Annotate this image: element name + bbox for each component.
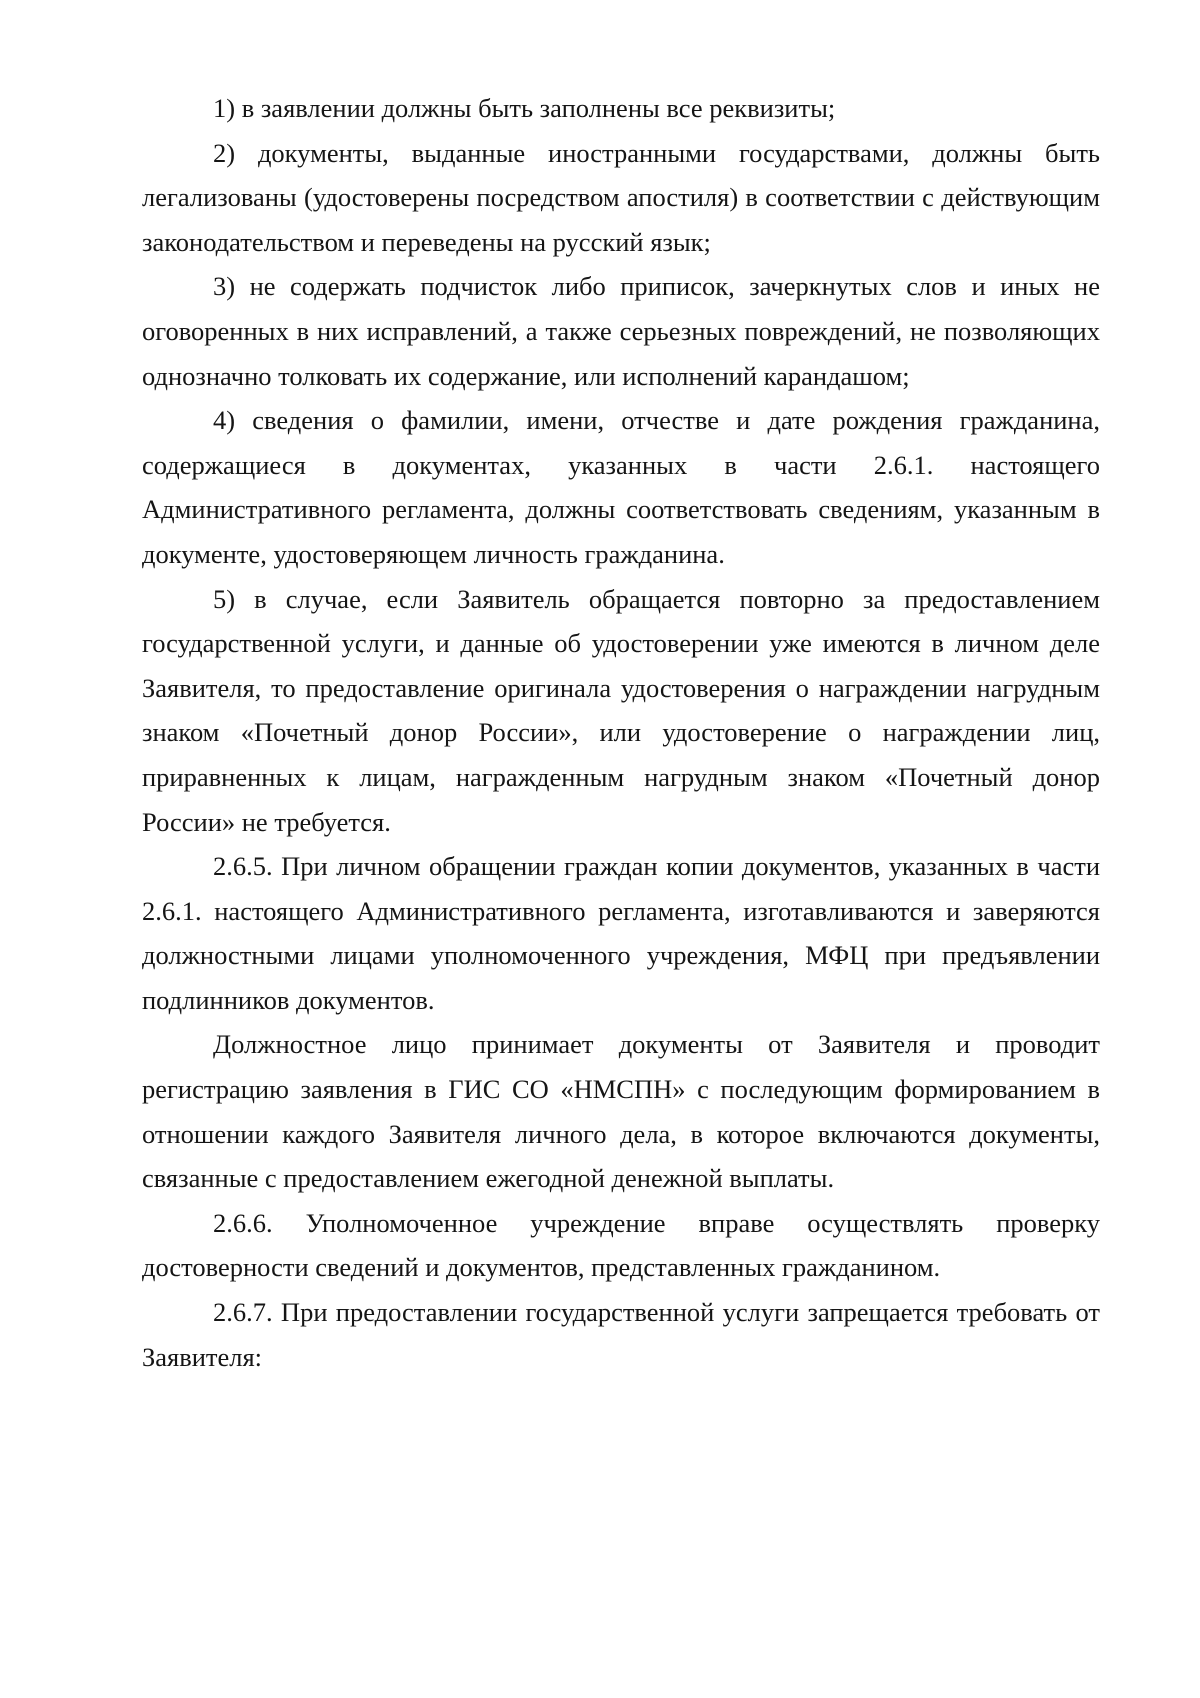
paragraph-item-5: 5) в случае, если Заявитель обращается повторно за предоставлением государственной услуги, и данные об удостоверении уже имеются в личном деле Заявителя, то предоставление оригинала удостоверения о награждении нагрудным знаком «Почетный донор России», или удостоверение о награждении лиц, приравненных к лицам, награжденным нагрудным знаком «Почетный донор России» не требуется. <box>142 583 1100 837</box>
paragraph-item-1: 1) в заявлении должны быть заполнены все реквизиты; <box>213 93 836 123</box>
paragraph-section-2-6-5: 2.6.5. При личном обращении граждан копии документов, указанных в части 2.6.1. настоящего Административного регламента, изготавливаются и заверяются должностными лицами уполномоченного учреждения, МФЦ при предъявлении подлинников документов. <box>142 851 1100 1015</box>
paragraph-item-3: 3) не содержать подчисток либо приписок, зачеркнутых слов и иных не оговоренных в них исправлений, а также серьезных повреждений, не позволяющих однозначно толковать их содержание, или исполнений карандашом; <box>142 271 1100 391</box>
paragraph-official-registration: Должностное лицо принимает документы от Заявителя и проводит регистрацию заявления в ГИС СО «НМСПН» с последующим формированием в отношении каждого Заявителя личного дела, в которое включаются документы, связанные с предоставлением ежегодной денежной выплаты. <box>142 1029 1100 1194</box>
paragraph-item-4: 4) сведения о фамилии, имени, отчестве и дате рождения гражданина, содержащиеся в документах, указанных в части 2.6.1. настоящего Административного регламента, должны соответствовать сведениям, указанным в документе, удостоверяющем личность гражданина. <box>142 405 1100 569</box>
paragraph-section-2-6-7: 2.6.7. При предоставлении государственной услуги запрещается требовать от Заявителя: <box>142 1297 1100 1372</box>
paragraph-section-2-6-6: 2.6.6. Уполномоченное учреждение вправе осуществлять проверку достоверности сведений и документов, представленных гражданином. <box>142 1207 1100 1283</box>
paragraph-item-2: 2) документы, выданные иностранными государствами, должны быть легализованы (удостоверены посредством апостиля) в соответствии с действующим законодательством и переведены на русский язык; <box>142 137 1100 257</box>
document-body <box>142 86 1100 1379</box>
